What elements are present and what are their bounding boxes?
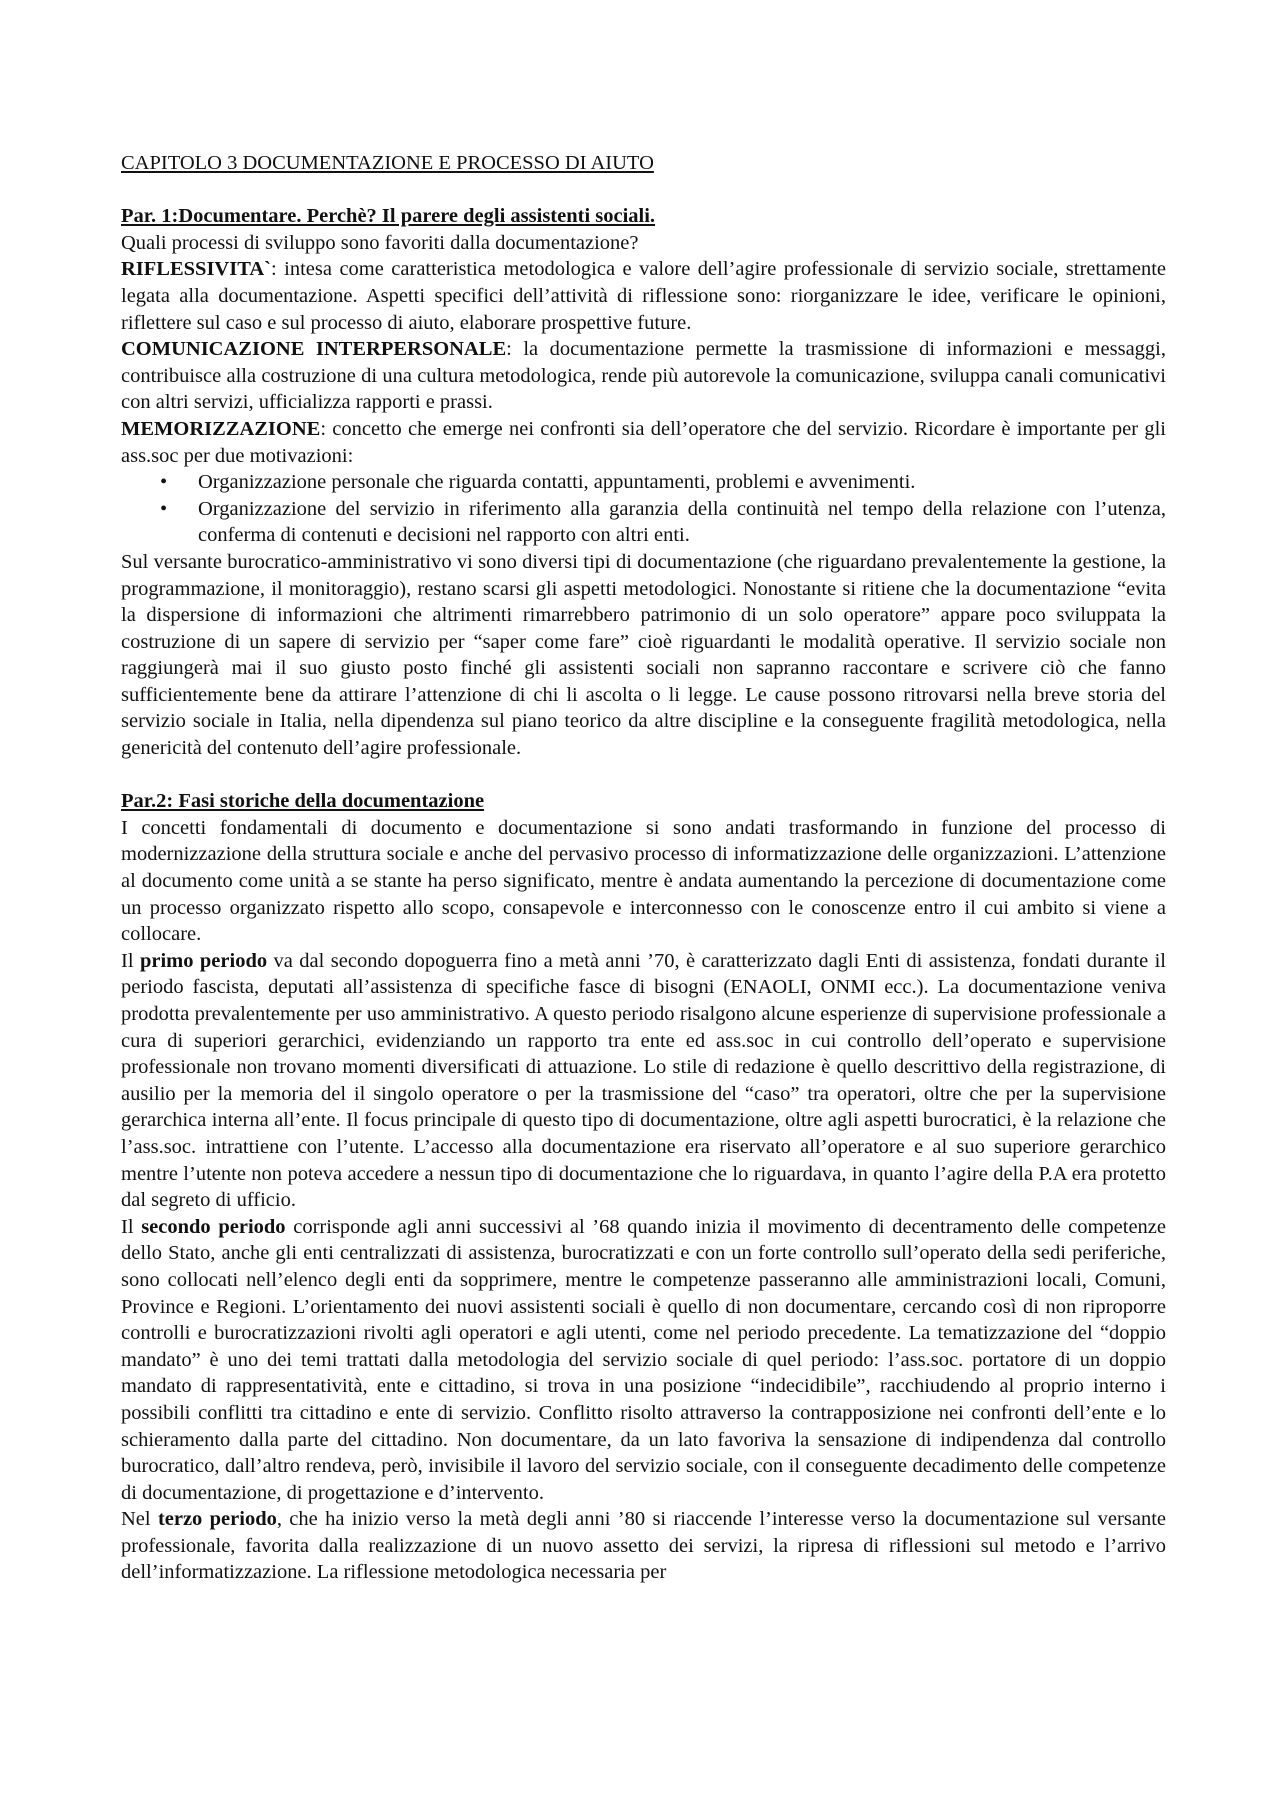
list-item: [160, 469, 1166, 496]
list-item: [160, 496, 1166, 549]
section2-intro-paragraph: I concetti fondamentali di documento e documentazione si sono andati trasformando in funzione del processo di modernizzazione della struttura sociale e anche del pervasivo processo di informatizzazione delle organizzazioni. L’attenzione al documento come unità a se stante ha perso significato, mentre è andata aumentando la percezione di documentazione come un processo organizzato rispetto allo scopo, consapevole e interconnesso con le conoscenze entro il cui ambito si viene a collocare.: [121, 816, 1166, 946]
memorizzazione-paragraph: [121, 416, 1166, 469]
secondo-periodo-paragraph: [121, 1214, 1166, 1507]
riflessivita-paragraph: [121, 256, 1166, 336]
bullet-icon: •: [160, 471, 168, 494]
terzo-periodo-lead: Nel: [121, 1508, 158, 1531]
terzo-periodo-text: , che ha inizio verso la metà degli anni ’80 si riaccende l’interesse verso la documentazione sul versante professionale, favorita dalla realizzazione di un nuovo assetto dei servizi, la ripresa di riflessioni sul metodo e l’arrivo dell’informatizzazione. La riflessione metodologica necessaria per: [121, 1508, 1166, 1584]
primo-periodo-lead: Il: [121, 949, 140, 972]
section-spacer: [121, 762, 1166, 789]
terzo-periodo-paragraph: [121, 1506, 1166, 1586]
terzo-periodo-term: terzo periodo: [157, 1508, 277, 1531]
section1-closing-paragraph: Sul versante burocratico-amministrativo vi sono diversi tipi di documentazione (che riguardano prevalentemente la gestione, la programmazione, il monitoraggio), restano scarsi gli aspetti metodologici. Nonostante si ritiene che la documentazione “evita la dispersione di informazioni che altrimenti rimarrebbero patrimonio di un solo operatore” appare poco sviluppata la costruzione di un sapere di servizio per “saper come fare” cioè riguardanti le modalità operative. Il servizio sociale non raggiungerà mai il suo giusto posto finché gli assistenti sociali non sapranno raccontare e scrivere ciò che fanno sufficientemente bene da attirare l’attenzione di chi li ascolta o li legge. Le cause possono ritrovarsi nella breve storia del servizio sociale in Italia, nella dipendenza sul piano teorico da altre discipline e la conseguente fragilità metodologica, nella genericità del contenuto dell’agire professionale.: [121, 550, 1166, 760]
secondo-periodo-term: secondo periodo: [141, 1215, 286, 1238]
chapter-title: CAPITOLO 3 DOCUMENTAZIONE E PROCESSO DI AIUTO: [121, 152, 654, 174]
section1-heading: Par. 1:Documentare. Perchè? Il parere degli assistenti sociali.: [121, 205, 656, 228]
primo-periodo-text: va dal secondo dopoguerra fino a metà anni ’70, è caratterizzato dagli Enti di assistenza, fondati durante il periodo fascista, deputati all’assistenza di specifiche fasce di bisogni (ENAOLI, ONMI ecc.). La documentazione veniva prodotta prevalentemente per uso amministrativo. A questo periodo risalgono alcune esperienze di supervisione professionale a cura di superiori gerarchici, evidenziando un rapporto tra ente ed ass.soc in cui controllo dell’operato e supervisione professionale non trovano momenti diversificati di attuazione. Lo stile di redazione è quello descrittivo della registrazione, di ausilio per la memoria del il singolo operatore o per la trasmissione del “caso” tra operatori, oltre che per la supervisione gerarchica interna all’ente. Il focus principale di questo tipo di documentazione, oltre agli aspetti burocratici, è la relazione che l’ass.soc. intrattiene con l’utente. L’accesso alla documentazione era riservato all’operatore e al suo superiore gerarchico mentre l’utente non poteva accedere a nessun tipo di documentazione che lo riguardava, in quanto l’agire della P.A era protetto dal segreto di ufficio.: [121, 949, 1166, 1212]
comunicazione-paragraph: [121, 336, 1166, 416]
primo-periodo-term: primo periodo: [139, 949, 268, 972]
section1-question: Quali processi di sviluppo sono favoriti dalla documentazione?: [121, 231, 639, 254]
document-page: [121, 150, 1166, 1586]
section2-heading: Par.2: Fasi storiche della documentazione: [121, 790, 485, 813]
riflessivita-text: : intesa come caratteristica metodologica e valore dell’agire professionale di servizio sociale, strettamente legata alla documentazione. Aspetti specifici dell’attività di riflessione sono: riorganizzare le idee, verificare le opinioni, riflettere sul caso e sul processo di aiuto, elaborare prospettive future.: [121, 258, 1166, 334]
list-item-text: Organizzazione personale che riguarda contatti, appuntamenti, problemi e avvenimenti.: [198, 471, 916, 494]
comunicazione-text: : la documentazione permette la trasmissione di informazioni e messaggi, contribuisce alla costruzione di una cultura metodologica, rende più autorevole la comunicazione, sviluppa canali comunicativi con altri servizi, ufficializza rapporti e prassi.: [121, 338, 1167, 414]
memorizzazione-term: MEMORIZZAZIONE: [121, 417, 321, 440]
bullet-icon: •: [160, 497, 168, 520]
riflessivita-term: RIFLESSIVITA`: [121, 258, 271, 281]
list-item-text: Organizzazione del servizio in riferimento alla garanzia della continuità nel tempo della relazione con l’utenza, conferma di contenuti e decisioni nel rapporto con altri enti.: [198, 497, 1166, 547]
secondo-periodo-lead: Il: [121, 1215, 142, 1238]
comunicazione-term: COMUNICAZIONE INTERPERSONALE: [121, 338, 507, 361]
bullet-list: [121, 469, 1166, 549]
memorizzazione-text: : concetto che emerge nei confronti sia dell’operatore che del servizio. Ricordare è importante per gli ass.soc per due motivazioni:: [121, 417, 1166, 467]
primo-periodo-paragraph: [121, 948, 1166, 1214]
secondo-periodo-text: corrisponde agli anni successivi al ’68 quando inizia il movimento di decentramento delle competenze dello Stato, anche gli enti centralizzati di assistenza, burocratizzati e con un forte controllo sull’operato della sedi periferiche, sono collocati nell’elenco degli enti da sopprimere, mentre le competenze passeranno alle amministrazioni locali, Comuni, Province e Regioni. L’orientamento dei nuovi assistenti sociali è quello di non documentare, cercando così di non riproporre controlli e burocratizzazioni rivolti agli operatori e agli utenti, come nel periodo precedente. La tematizzazione del “doppio mandato” è uno dei temi trattati dalla metodologia del servizio sociale di quel periodo: l’ass.soc. portatore di un doppio mandato di rappresentatività, ente e cittadino, si trova in una posizione “indecidibile”, racchiudendo al proprio interno i possibili conflitti tra cittadino e ente di servizio. Conflitto risolto attraverso la contrapposizione nei confronti dell’ente e lo schieramento dalla parte del cittadino. Non documentare, da un lato favoriva la sensazione di indipendenza dal controllo burocratico, dall’altro rendeva, però, invisibile il lavoro del servizio sociale, con il conseguente decadimento delle competenze di documentazione, di progettazione e d’intervento.: [121, 1215, 1166, 1504]
